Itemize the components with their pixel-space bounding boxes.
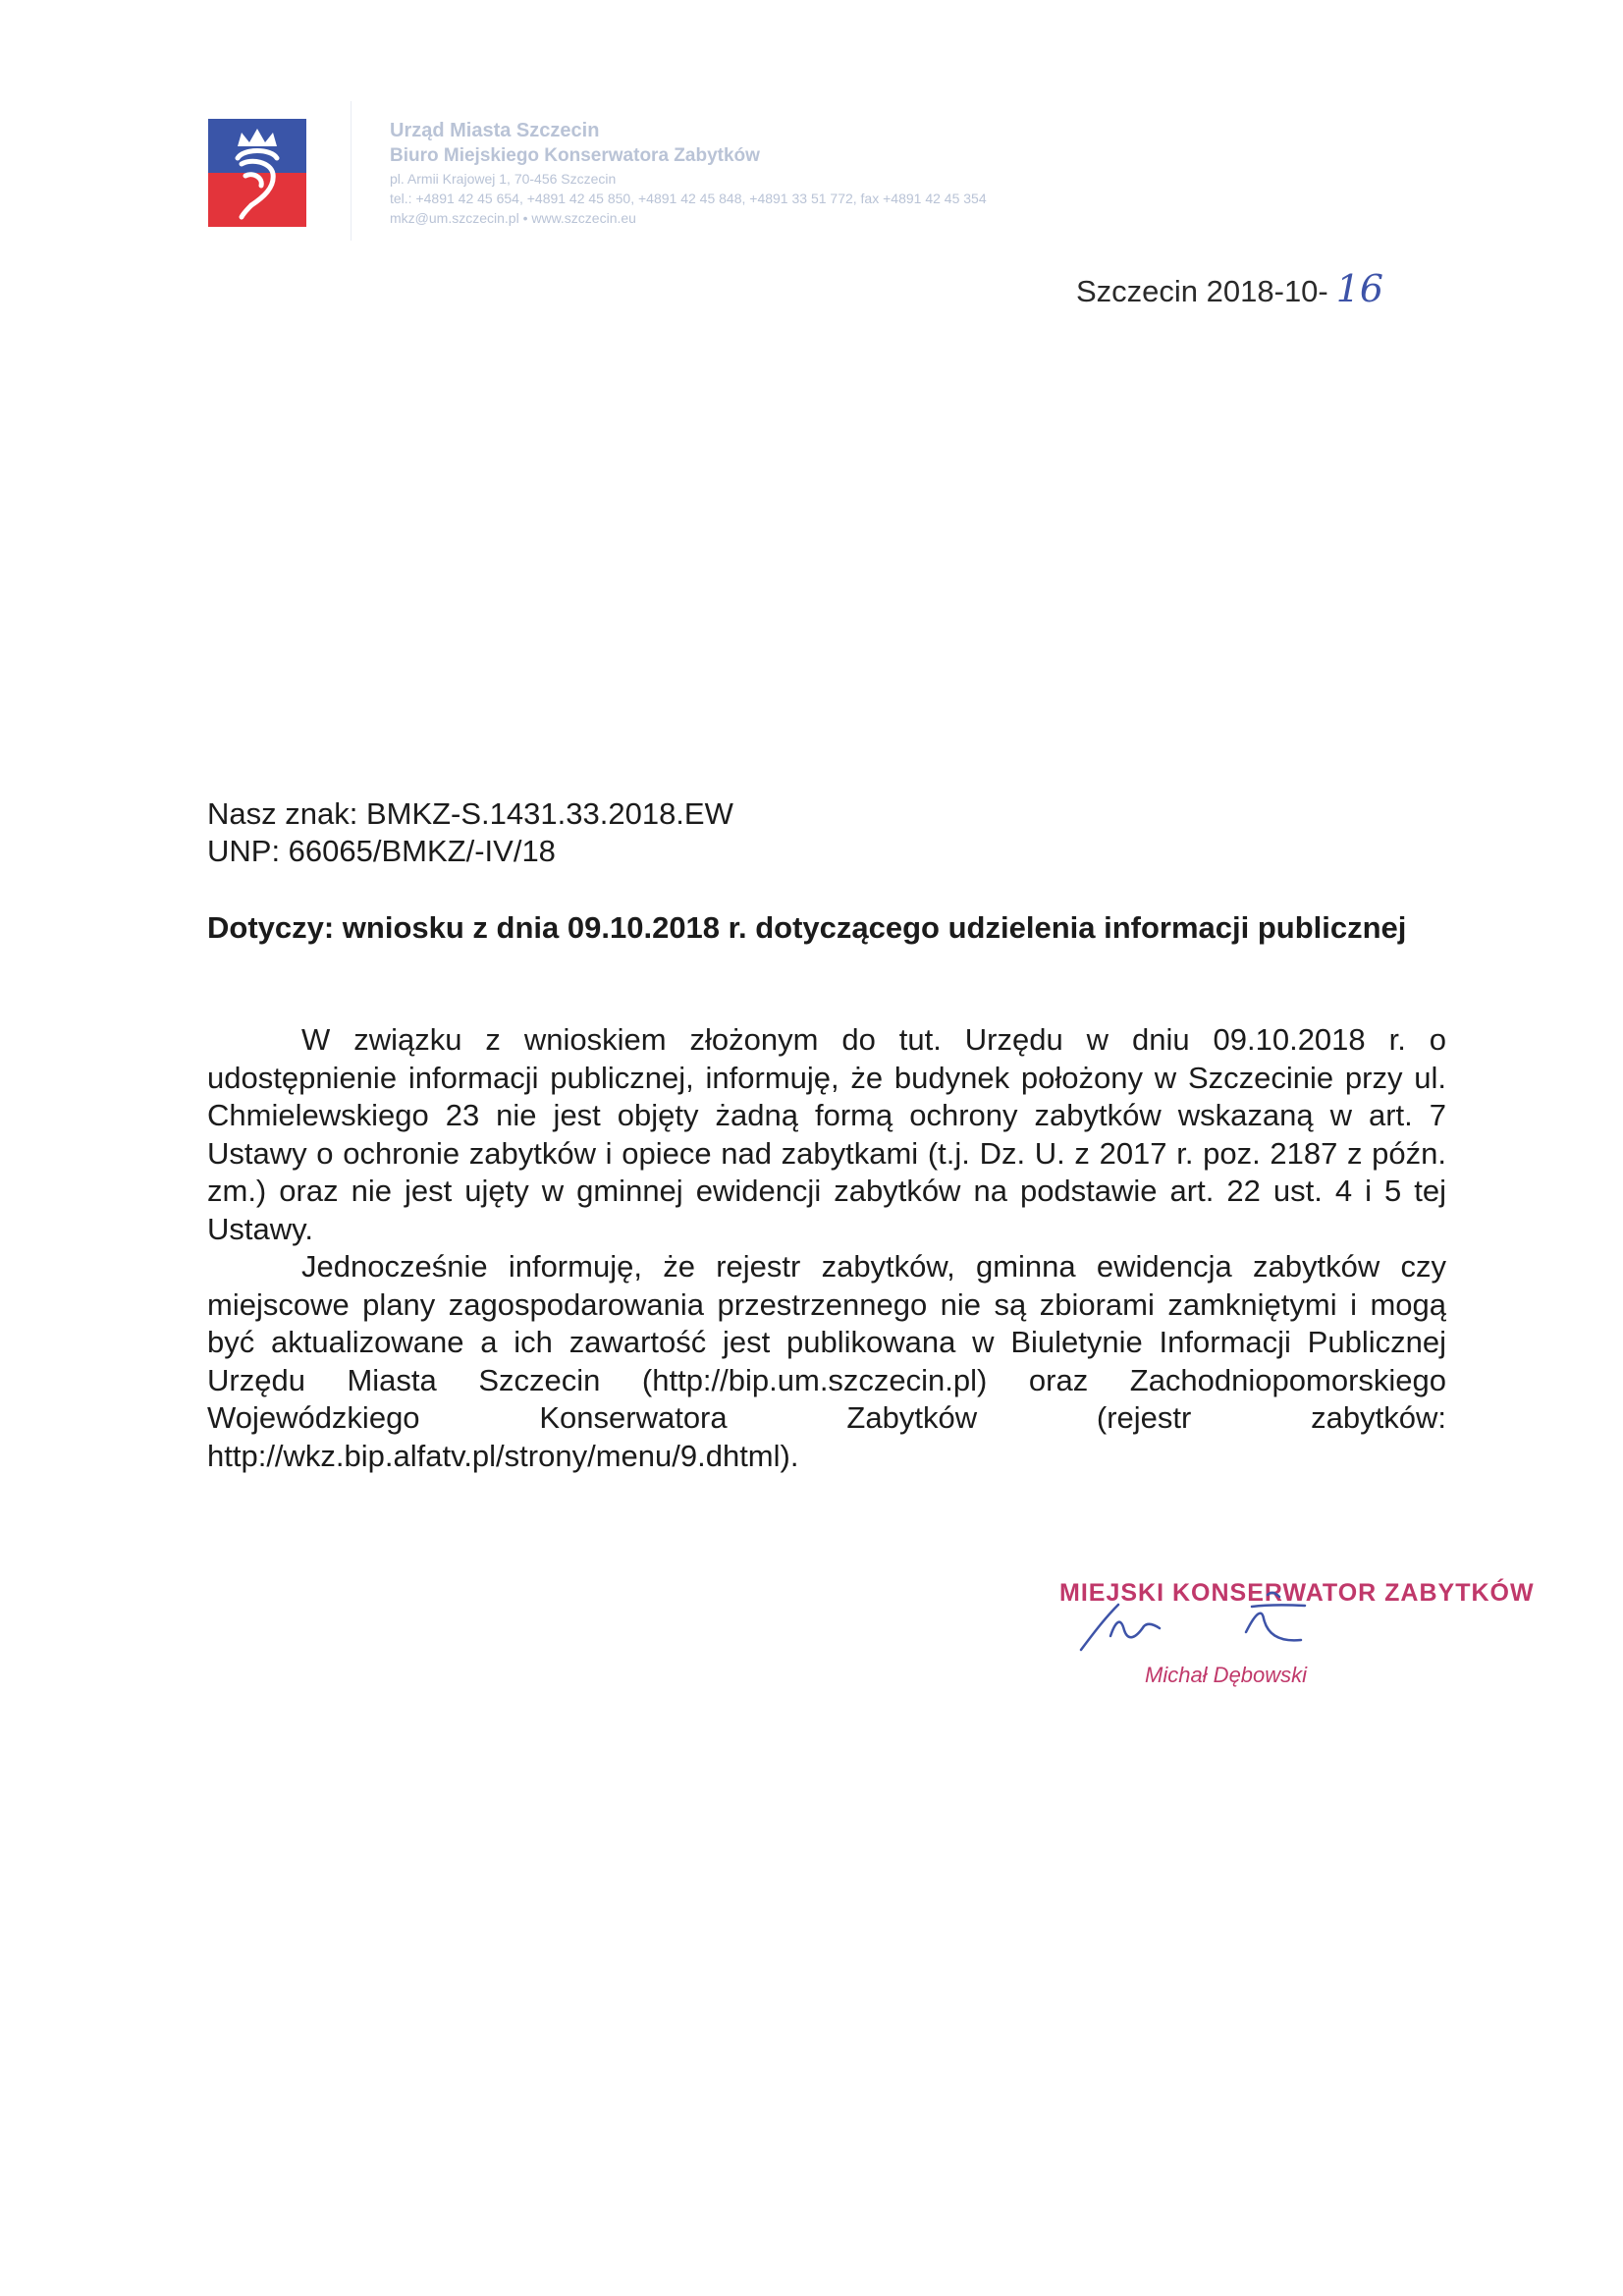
letterhead [390,118,1224,228]
letterhead-office: Urząd Miasta Szczecin [390,120,600,141]
letterhead-department: Biuro Miejskiego Konserwatora Zabytków [390,145,760,166]
unp-number: UNP: 66065/BMKZ/-IV/18 [207,834,556,868]
reference-block [207,795,733,870]
document-date [1076,267,1383,310]
subject-line: Dotyczy: wniosku z dnia 09.10.2018 r. dotyczącego udzielenia informacji publicznej [207,910,1407,945]
body-paragraph-1: W związku z wnioskiem złożonym do tut. Urzędu w dniu 09.10.2018 r. o udostępnienie informacji publicznej, informuję, że budynek położony w Szczecinie przy ul. Chmielewskiego 23 nie jest objęty żadną formą ochrony zabytków wskazaną w art. 7 Ustawy o ochronie zabytków i opiece nad zabytkami (t.j. Dz. U. z 2017 r. poz. 2187 z późn. zm.) oraz nie jest ujęty w gminnej ewidencji zabytków na podstawie art. 22 ust. 4 i 5 tej Ustawy. [207,1022,1446,1246]
letter-body [207,1021,1446,1475]
letterhead-contact: mkz@um.szczecin.pl • www.szczecin.eu [390,210,636,226]
stamp-title: MIEJSKI KONSERWATOR ZABYTKÓW [1059,1579,1535,1607]
official-stamp [1059,1579,1535,1697]
letterhead-phones: tel.: +4891 42 45 654, +4891 42 45 850, +4891 42 45 848, +4891 33 51 772, fax +4891 42 45 354 [390,191,987,206]
letterhead-divider [351,101,352,241]
letterhead-address: pl. Armii Krajowej 1, 70-456 Szczecin [390,171,617,187]
date-printed: Szczecin 2018-10- [1076,274,1328,308]
date-handwritten-day: 16 [1335,267,1384,310]
reference-number: Nasz znak: BMKZ-S.1431.33.2018.EW [207,796,733,831]
szczecin-city-logo [208,119,306,227]
body-paragraph-2: Jednocześnie informuję, że rejestr zabytków, gminna ewidencja zabytków czy miejscowe plany zagospodarowania przestrzennego nie są zbiorami zamkniętymi i mogą być aktualizowane a ich zawartość jest publikowana w Biuletynie Informacji Publicznej Urzędu Miasta Szczecin (http://bip.um.szczecin.pl) oraz Zachodniopomorskiego Wojewódzkiego Konserwatora Zabytków (rejestr zabytków: http://wkz.bip.alfatv.pl/strony/menu/9.dhtml). [207,1249,1446,1473]
stamp-name: Michał Dębowski [1145,1663,1308,1687]
